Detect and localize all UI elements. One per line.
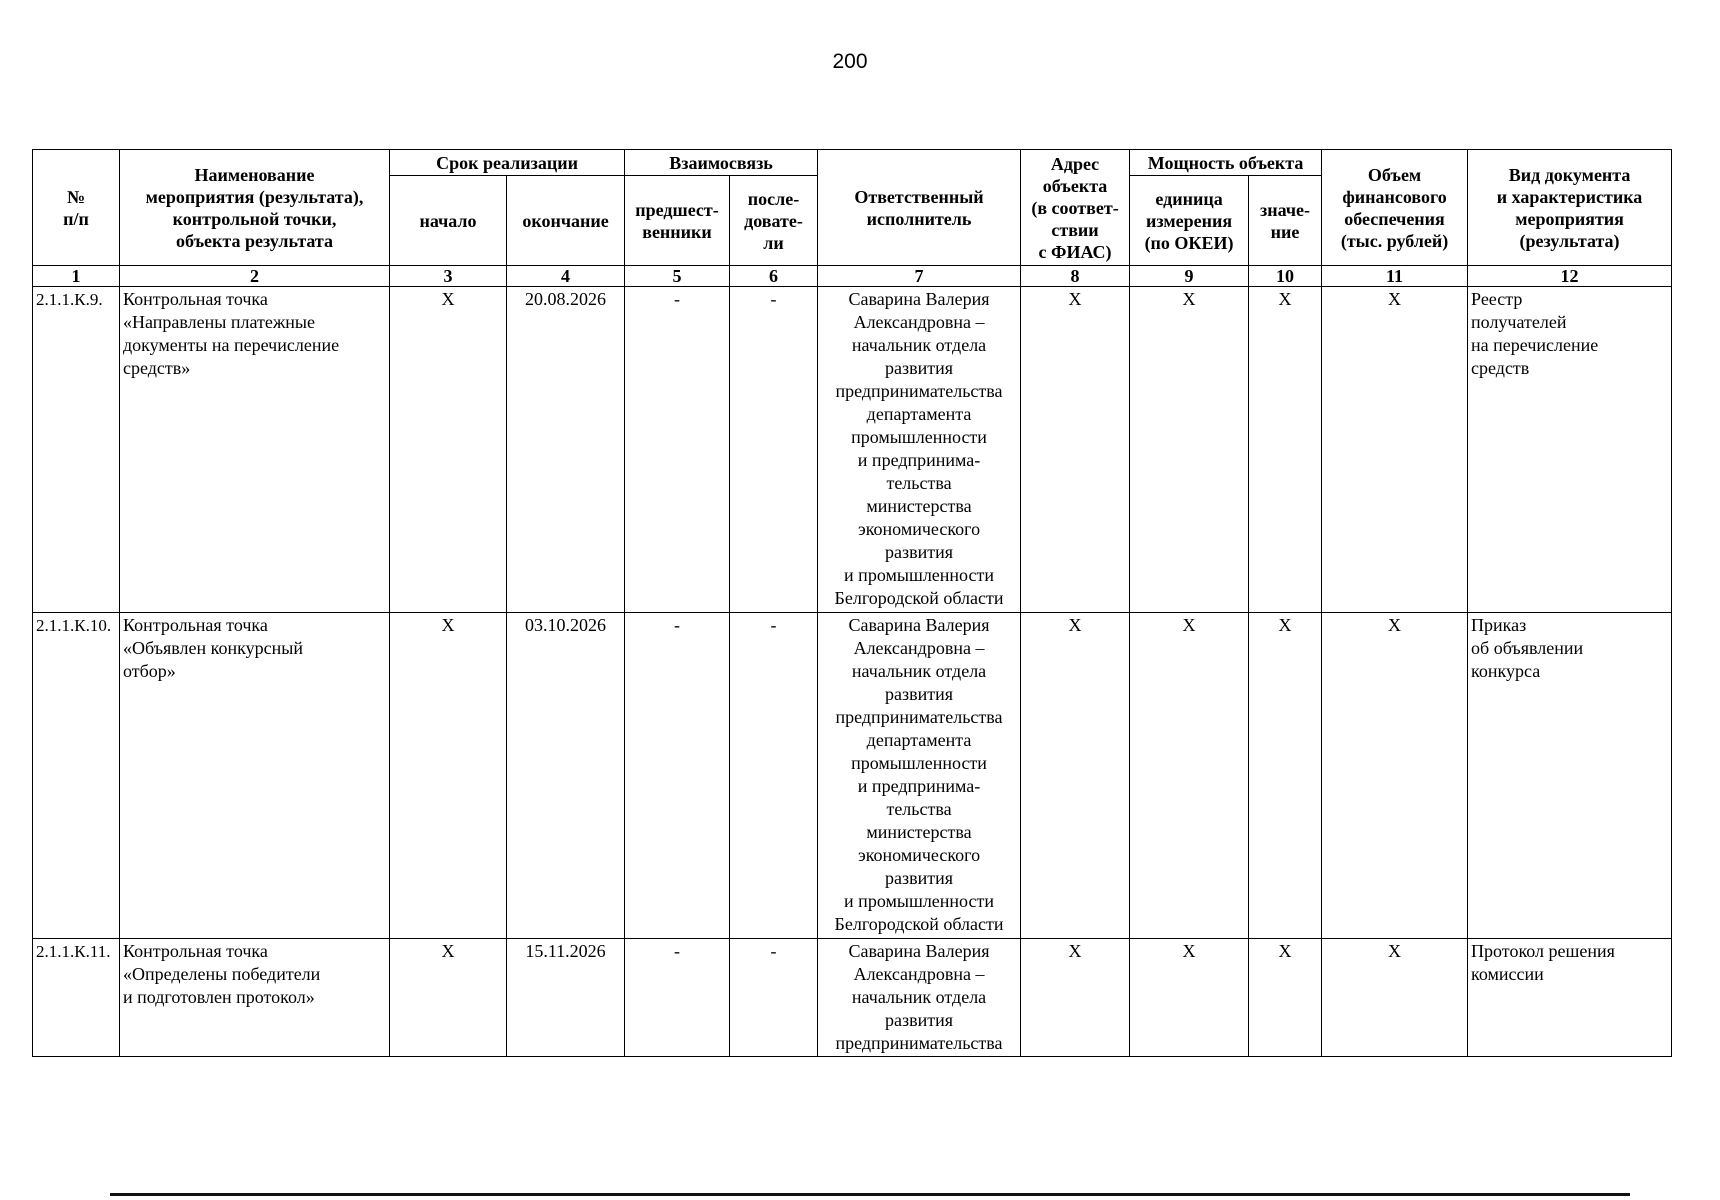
row-end: 03.10.2026 bbox=[507, 613, 625, 939]
row-end: 20.08.2026 bbox=[507, 287, 625, 613]
column-number: 4 bbox=[507, 266, 625, 287]
column-number: 1 bbox=[33, 266, 120, 287]
row-doc: Протокол решения комиссии bbox=[1468, 939, 1672, 1057]
row-name: Контрольная точка «Определены победители и подготовлен протокол» bbox=[120, 939, 390, 1057]
row-next: - bbox=[730, 939, 818, 1057]
header-doc-type: Вид документа и характеристика мероприятия (результата) bbox=[1468, 150, 1672, 266]
header-cap-unit: единица измерения (по ОКЕИ) bbox=[1130, 176, 1249, 266]
header-term-end: окончание bbox=[507, 176, 625, 266]
table-header bbox=[33, 150, 1672, 266]
row-value: Х bbox=[1249, 287, 1322, 613]
row-start: Х bbox=[390, 939, 507, 1057]
row-id: 2.1.1.К.9. bbox=[33, 287, 120, 613]
row-responsible: Саварина Валерия Александровна – начальник отдела развития предпринимательства департамента промышленности и предпринима- тельства министерства экономического развития и промышленности Белгородской области bbox=[818, 287, 1021, 613]
header-responsible: Ответственный исполнитель bbox=[818, 150, 1021, 266]
row-finance: Х bbox=[1322, 287, 1468, 613]
header-name: Наименование мероприятия (результата), контрольной точки, объекта результата bbox=[120, 150, 390, 266]
header-term: Срок реализации bbox=[390, 150, 625, 176]
row-address: Х bbox=[1021, 287, 1130, 613]
row-start: Х bbox=[390, 287, 507, 613]
row-id: 2.1.1.К.10. bbox=[33, 613, 120, 939]
row-address: Х bbox=[1021, 939, 1130, 1057]
row-finance: Х bbox=[1322, 939, 1468, 1057]
activity-plan-table bbox=[32, 149, 1672, 1057]
column-number: 9 bbox=[1130, 266, 1249, 287]
header-link-prev: предшест- венники bbox=[625, 176, 730, 266]
row-doc: Приказ об объявлении конкурса bbox=[1468, 613, 1672, 939]
row-prev: - bbox=[625, 287, 730, 613]
row-prev: - bbox=[625, 939, 730, 1057]
row-unit: Х bbox=[1130, 939, 1249, 1057]
row-unit: Х bbox=[1130, 613, 1249, 939]
header-finance: Объем финансового обеспечения (тыс. рублей) bbox=[1322, 150, 1468, 266]
column-number: 2 bbox=[120, 266, 390, 287]
scan-edge-line bbox=[110, 1193, 1630, 1196]
column-number: 3 bbox=[390, 266, 507, 287]
header-capacity: Мощность объекта bbox=[1130, 150, 1322, 176]
column-number: 5 bbox=[625, 266, 730, 287]
column-number: 11 bbox=[1322, 266, 1468, 287]
header-term-start: начало bbox=[390, 176, 507, 266]
row-address: Х bbox=[1021, 613, 1130, 939]
column-number: 6 bbox=[730, 266, 818, 287]
row-value: Х bbox=[1249, 939, 1322, 1057]
column-number-row bbox=[33, 266, 1672, 287]
table-row bbox=[33, 939, 1672, 1057]
column-number: 7 bbox=[818, 266, 1021, 287]
page-number: 200 bbox=[832, 50, 868, 73]
row-prev: - bbox=[625, 613, 730, 939]
row-end: 15.11.2026 bbox=[507, 939, 625, 1057]
row-name: Контрольная точка «Направлены платежные документы на перечисление средств» bbox=[120, 287, 390, 613]
row-responsible: Саварина Валерия Александровна – начальник отдела развития предпринимательства департамента промышленности и предпринима- тельства министерства экономического развития и промышленности Белгородской области bbox=[818, 613, 1021, 939]
row-doc: Реестр получателей на перечисление средств bbox=[1468, 287, 1672, 613]
row-next: - bbox=[730, 287, 818, 613]
header-num: № п/п bbox=[33, 150, 120, 266]
row-next: - bbox=[730, 613, 818, 939]
row-id: 2.1.1.К.11. bbox=[33, 939, 120, 1057]
column-number: 10 bbox=[1249, 266, 1322, 287]
row-unit: Х bbox=[1130, 287, 1249, 613]
header-cap-value: значе- ние bbox=[1249, 176, 1322, 266]
column-number: 12 bbox=[1468, 266, 1672, 287]
header-link: Взаимосвязь bbox=[625, 150, 818, 176]
header-link-next: после- довате- ли bbox=[730, 176, 818, 266]
table-row bbox=[33, 613, 1672, 939]
row-responsible: Саварина Валерия Александровна – начальник отдела развития предпринимательства bbox=[818, 939, 1021, 1057]
row-start: Х bbox=[390, 613, 507, 939]
header-address: Адрес объекта (в соответ- ствии с ФИАС) bbox=[1021, 150, 1130, 266]
row-name: Контрольная точка «Объявлен конкурсный отбор» bbox=[120, 613, 390, 939]
row-value: Х bbox=[1249, 613, 1322, 939]
column-number: 8 bbox=[1021, 266, 1130, 287]
table-row bbox=[33, 287, 1672, 613]
row-finance: Х bbox=[1322, 613, 1468, 939]
